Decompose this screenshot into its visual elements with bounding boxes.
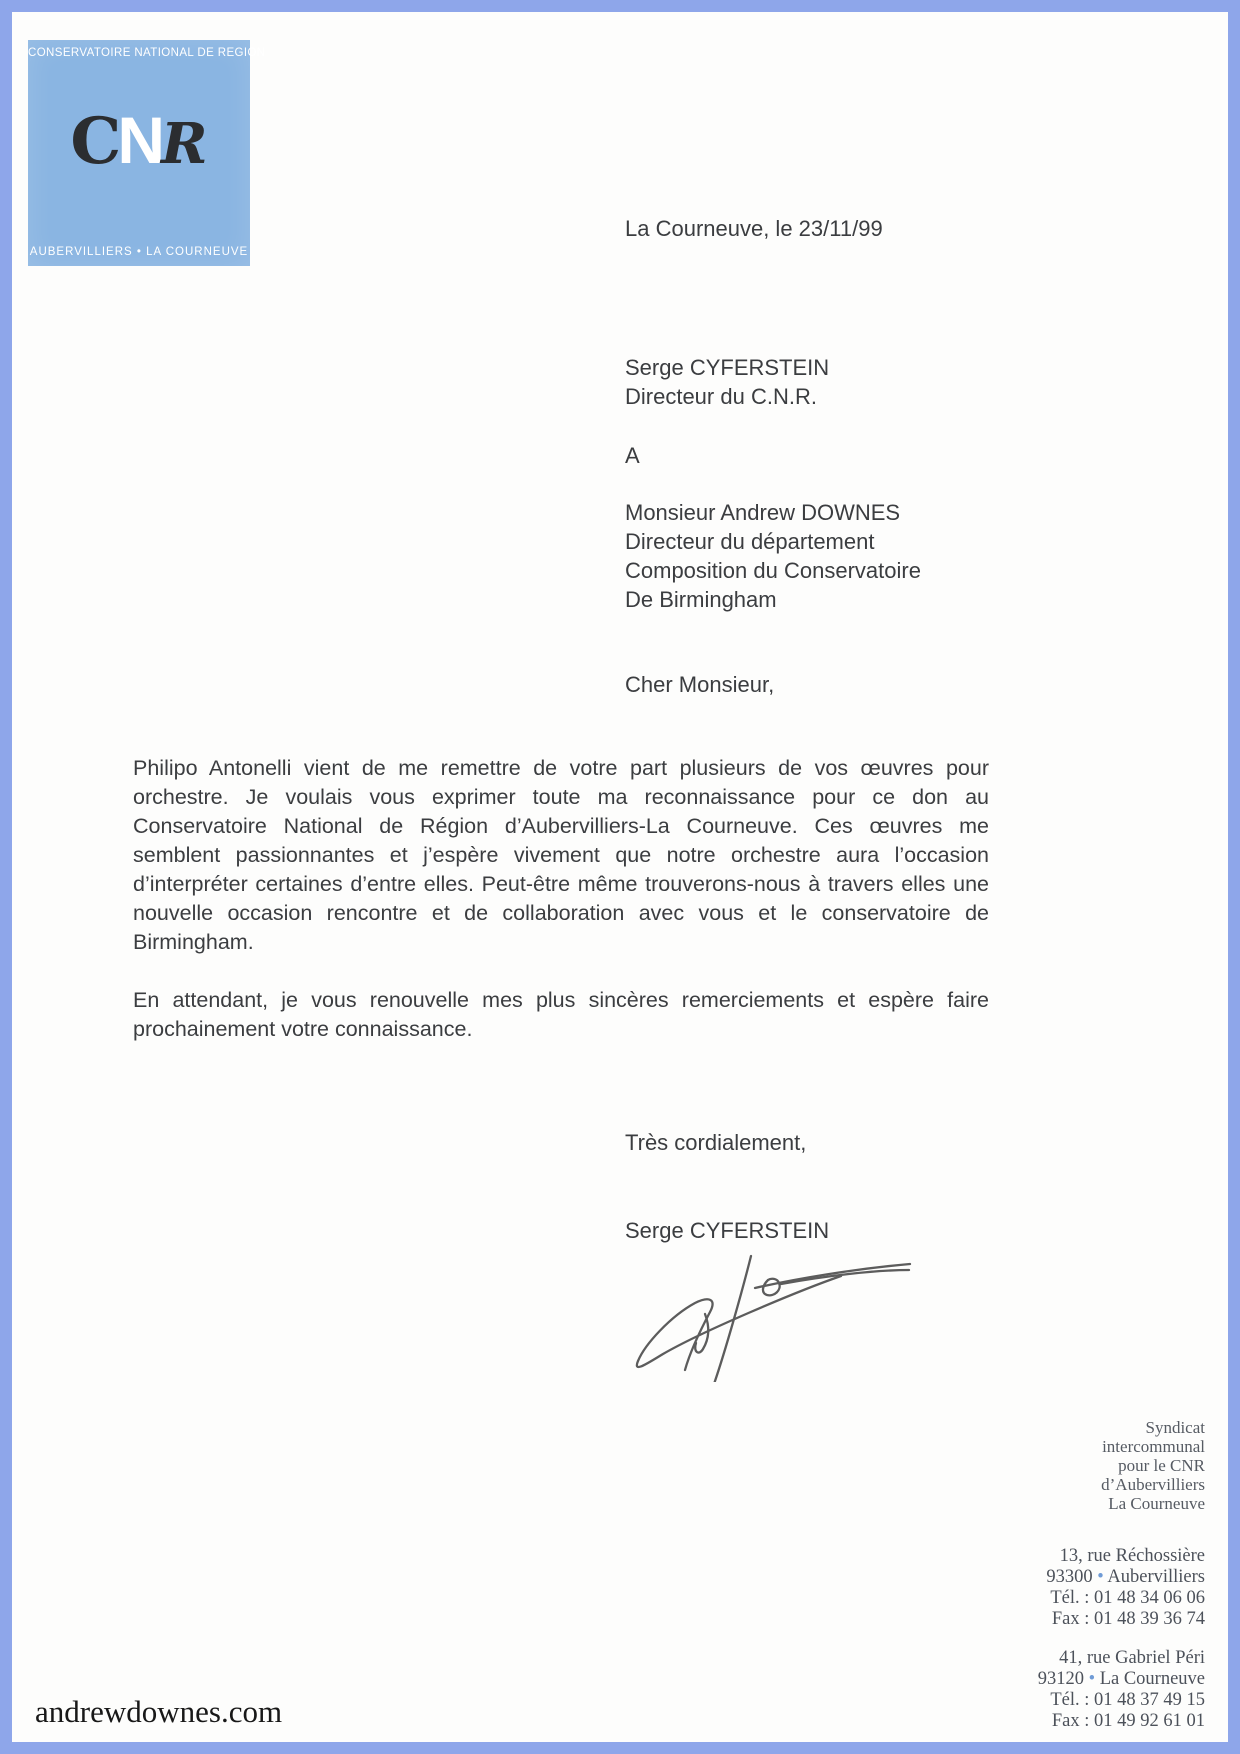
- bullet-separator: •: [1097, 1567, 1104, 1587]
- postal-code: 93300: [1046, 1567, 1093, 1587]
- closing-line: Très cordialement,: [625, 1130, 807, 1155]
- syndicat-line: Syndicat: [1145, 1418, 1205, 1437]
- address-tel: Tél. : 01 48 37 49 15: [1050, 1690, 1205, 1710]
- letter-body: [133, 754, 989, 1044]
- syndicat-line: intercommunal: [1102, 1437, 1205, 1456]
- postal-code: 93120: [1037, 1669, 1084, 1689]
- recipient-line: De Birmingham: [625, 587, 777, 612]
- syndicat-line: d’Aubervilliers: [1101, 1475, 1205, 1494]
- bullet-separator: •: [1088, 1669, 1096, 1689]
- acronym-letter-c: C: [70, 104, 118, 179]
- handwritten-signature: [605, 1240, 917, 1382]
- logo-cities-line: AUBERVILLIERS • LA COURNEUVE: [29, 246, 249, 258]
- cnr-acronym: [28, 102, 250, 179]
- cnr-logo: [28, 40, 266, 266]
- address-street: 13, rue Réchossière: [1059, 1546, 1205, 1566]
- recipient-line: Composition du Conservatoire: [625, 558, 921, 583]
- syndicat-line: La Courneuve: [1108, 1494, 1205, 1513]
- address-street: 41, rue Gabriel Péri: [1059, 1648, 1205, 1668]
- city-name: La Courneuve: [1099, 1669, 1205, 1689]
- syndicat-block: [1101, 1418, 1205, 1513]
- address-city-line: [1046, 1567, 1205, 1588]
- signature-scrawl-icon: [605, 1240, 917, 1382]
- address-la-courneuve: [1038, 1648, 1205, 1732]
- sender-block: [625, 353, 829, 411]
- address-city-line: [1038, 1669, 1205, 1690]
- syndicat-line: pour le CNR: [1118, 1456, 1205, 1475]
- logo-institution-name: CONSERVATOIRE NATIONAL DE REGION: [28, 47, 266, 59]
- sender-name: Serge CYFERSTEIN: [625, 355, 830, 380]
- body-paragraph: En attendant, je vous renouvelle mes plus sincères remerciements et espère faire prochainement votre connaissance.: [133, 988, 989, 1041]
- salutation: Cher Monsieur,: [625, 672, 775, 697]
- address-tel: Tél. : 01 48 34 06 06: [1050, 1588, 1205, 1608]
- recipient-line: Directeur du département: [625, 529, 875, 554]
- acronym-letter-r: R: [161, 111, 208, 177]
- address-fax: Fax : 01 48 39 36 74: [1051, 1609, 1205, 1629]
- city-name: Aubervilliers: [1107, 1567, 1205, 1587]
- address-aubervilliers: [1046, 1546, 1205, 1630]
- recipient-block: [625, 498, 921, 614]
- body-paragraph: Philipo Antonelli vient de me remettre de votre part plusieurs de vos œuvres pour orchestre. Je voulais vous exprimer toute ma reconnaissance pour ce don au Conservatoire National de Région d’Aubervilliers-La Courneuve. Ces œuvres me semblent passionnantes et j’espère vivement que notre orchestre aura l’occasion d’interpréter certaines d’entre elles. Peut-être même trouverons-nous à travers elles une nouvelle occasion rencontre et de collaboration avec vous et le conservatoire de Birmingham.: [133, 756, 989, 954]
- website-watermark: andrewdownes.com: [35, 1694, 283, 1729]
- signature-name: Serge CYFERSTEIN: [625, 1218, 830, 1243]
- address-fax: Fax : 01 49 92 61 01: [1051, 1711, 1205, 1731]
- to-label: A: [625, 443, 640, 468]
- acronym-letter-n: N: [117, 103, 162, 177]
- sender-title: Directeur du C.N.R.: [625, 384, 817, 409]
- dateline: La Courneuve, le 23/11/99: [625, 216, 883, 241]
- recipient-line: Monsieur Andrew DOWNES: [625, 500, 901, 525]
